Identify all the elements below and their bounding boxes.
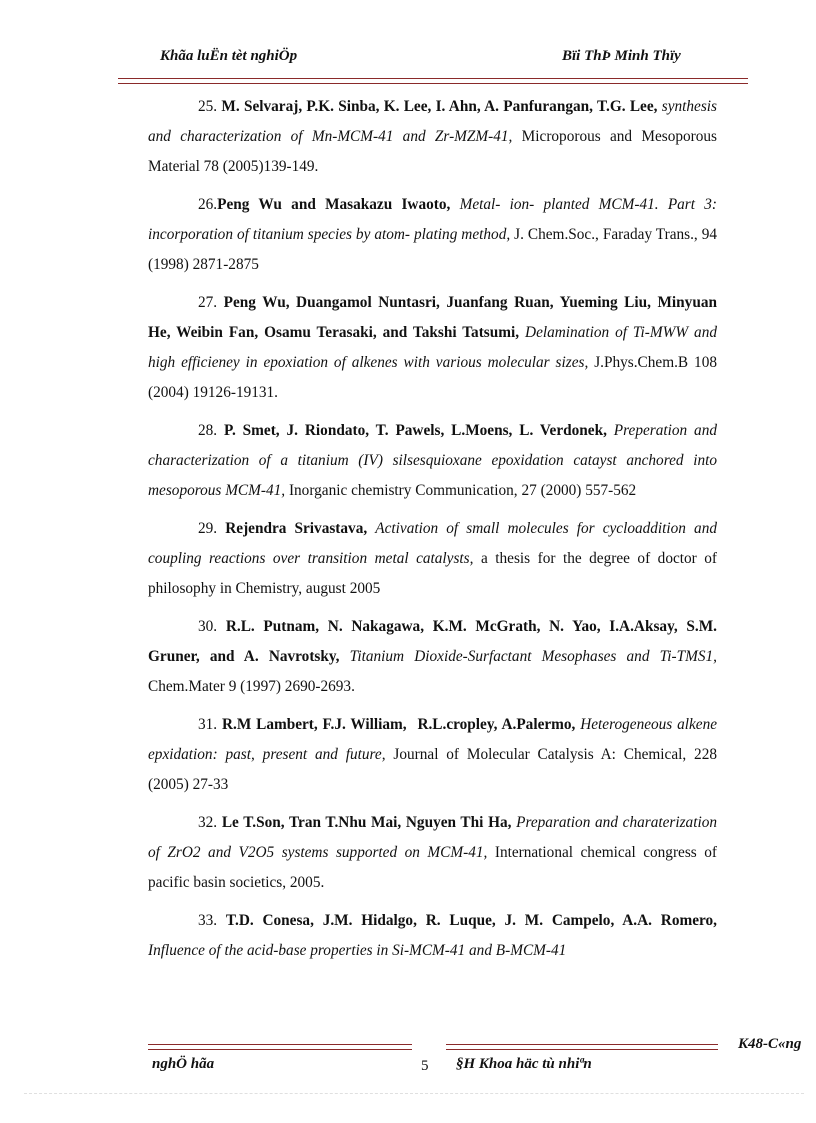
reference-authors: Peng Wu, Duangamol Nuntasri, Juanfang Ruan, Yueming Liu, Minyuan He, Weibin Fan, Osamu Terasaki, and Takshi Tatsumi, (148, 294, 717, 341)
reference-number: 33. (198, 912, 218, 929)
reference-list (148, 92, 717, 974)
reference-number: 29. (198, 520, 218, 537)
reference-authors: R.L. Putnam, N. Nakagawa, K.M. McGrath, N. Yao, I.A.Aksay, S.M. Gruner, and A. Navrotsky, (148, 618, 717, 665)
reference-authors: P. Smet, J. Riondato, T. Pawels, L.Moens, L. Verdonek, (224, 422, 607, 439)
reference-item (148, 808, 717, 898)
reference-number: 25. (198, 98, 218, 115)
reference-number: 28. (198, 422, 218, 439)
reference-source: J. Chem.Soc., Faraday Trans., 94 (1998) 2871-2875 (148, 226, 717, 273)
reference-authors: Le T.Son, Tran T.Nhu Mai, Nguyen Thi Ha, (221, 814, 512, 831)
reference-title: Delamination of Ti-MWW and high efficieney in epoxiation of alkenes with various molecular sizes, (148, 324, 717, 371)
reference-title: Activation of small molecules for cycloaddition and coupling reactions over transition metal catalysts, (148, 520, 717, 567)
reference-source: Microporous and Mesoporous Material 78 (2005)139-149. (148, 128, 717, 175)
reference-title: Preparation and charaterization of ZrO2 and V2O5 systems supported on MCM-41, (148, 814, 717, 861)
page-number: 5 (421, 1058, 429, 1074)
header-rule (118, 78, 748, 84)
reference-title: Preperation and characterization of a titanium (IV) silsesquioxane epoxidation catayst anchored into mesoporous MCM-41, (148, 422, 717, 499)
reference-title: Titanium Dioxide-Surfactant Mesophases and Ti-TMS1, (349, 648, 717, 665)
reference-authors-cont: R.L.cropley, A.Palermo, (417, 716, 576, 733)
reference-item (148, 514, 717, 604)
header-author: Bïi ThÞ Minh Thïy (562, 48, 681, 64)
reference-item (148, 288, 717, 408)
reference-title: synthesis and characterization of Mn-MCM-41 and Zr-MZM-41, (148, 98, 717, 145)
reference-item (148, 710, 717, 800)
reference-item (148, 612, 717, 702)
footer-rule-left (148, 1044, 412, 1050)
reference-source: a thesis for the degree of doctor of philosophy in Chemistry, august 2005 (148, 550, 717, 597)
reference-source: International chemical congress of pacific basin societics, 2005. (148, 844, 717, 891)
reference-source: J.Phys.Chem.B 108 (2004) 19126-19131. (148, 354, 717, 401)
reference-authors: M. Selvaraj, P.K. Sinba, K. Lee, I. Ahn, A. Panfurangan, T.G. Lee, (221, 98, 658, 115)
reference-number: 26. (198, 196, 218, 213)
header-title-left: Khãa luËn tèt nghiÖp (160, 48, 298, 64)
footer-rule-right (446, 1044, 718, 1050)
reference-title: Influence of the acid-base properties in Si-MCM-41 and B-MCM-41 (148, 942, 567, 959)
reference-source: Chem.Mater 9 (1997) 2690-2693. (148, 678, 355, 695)
footer-faculty: §H Khoa häc tù nhiªn (456, 1056, 592, 1072)
reference-item (148, 92, 717, 182)
reference-authors: Peng Wu and Masakazu Iwaoto, (217, 196, 451, 213)
reference-authors: Rejendra Srivastava, (225, 520, 368, 537)
reference-item (148, 906, 717, 966)
reference-authors: R.M Lambert, F.J. William, (221, 716, 407, 733)
reference-title: Metal- ion- planted MCM-41. Part 3: incorporation of titanium species by atom- plating method, (148, 196, 718, 243)
reference-authors: T.D. Conesa, J.M. Hidalgo, R. Luque, J. M. Campelo, A.A. Romero, (225, 912, 717, 929)
footer-class: K48-C«ng (738, 1036, 802, 1052)
reference-item (148, 416, 717, 506)
reference-source: Inorganic chemistry Communication, 27 (2000) 557-562 (288, 482, 637, 499)
reference-number: 27. (198, 294, 218, 311)
reference-number: 30. (198, 618, 218, 635)
reference-item (148, 190, 717, 280)
reference-number: 32. (198, 814, 218, 831)
footer-department: nghÖ hãa (152, 1056, 215, 1072)
page-bottom-divider (24, 1093, 804, 1094)
reference-source: Journal of Molecular Catalysis A: Chemical, 228 (2005) 27-33 (148, 746, 717, 793)
reference-title: Heterogeneous alkene epxidation: past, present and future, (148, 716, 718, 763)
reference-number: 31. (198, 716, 218, 733)
